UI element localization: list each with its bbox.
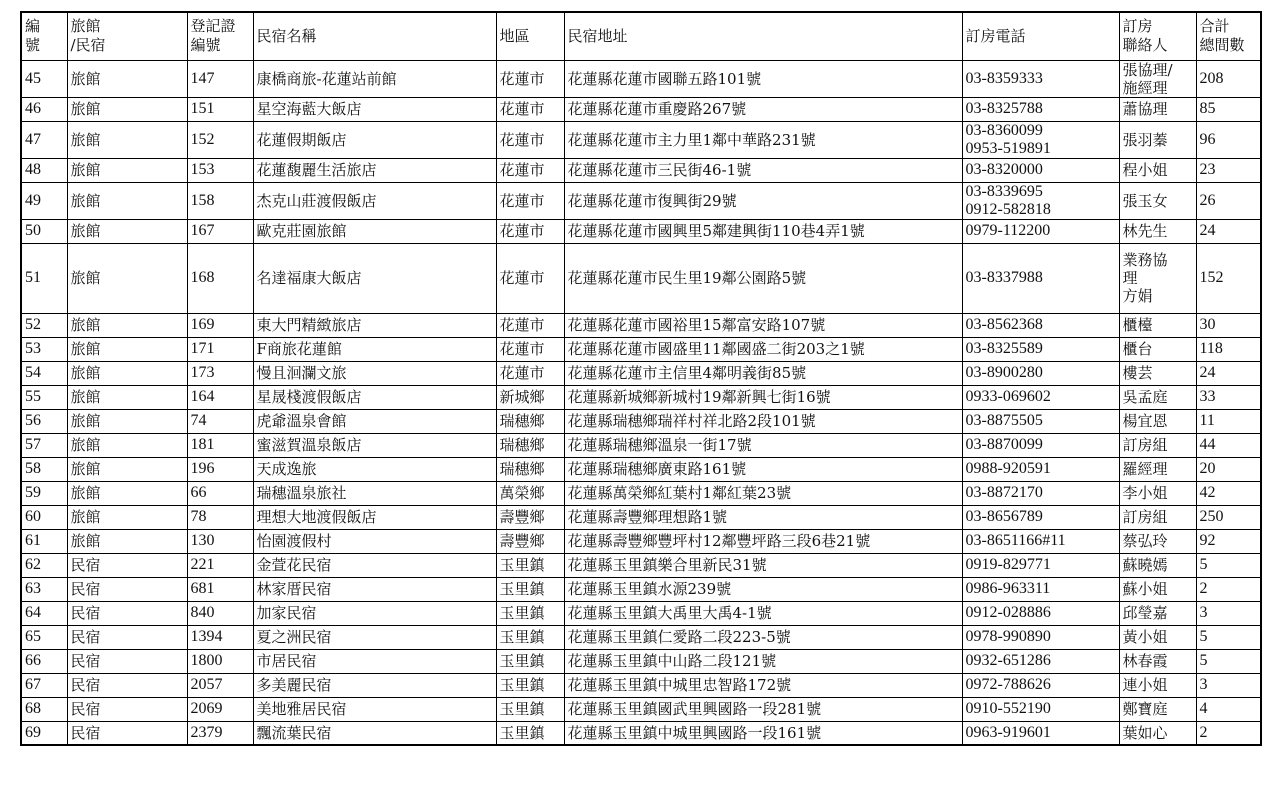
- table-row: [21, 182, 1261, 219]
- cell-type: 旅館: [67, 313, 187, 337]
- cell-contact: 張協理/ 施經理: [1119, 60, 1196, 97]
- header-row: [21, 12, 1261, 60]
- cell-type: 旅館: [67, 481, 187, 505]
- cell-type: 旅館: [67, 337, 187, 361]
- cell-license: 66: [187, 481, 253, 505]
- cell-no: 56: [21, 409, 67, 433]
- cell-phone: 0919-829771: [962, 553, 1119, 577]
- cell-license: 78: [187, 505, 253, 529]
- cell-address: 花蓮縣花蓮市國聯五路101號: [564, 60, 962, 97]
- cell-license: 169: [187, 313, 253, 337]
- cell-license: 74: [187, 409, 253, 433]
- cell-contact: 樓芸: [1119, 361, 1196, 385]
- cell-license: 147: [187, 60, 253, 97]
- cell-type: 旅館: [67, 182, 187, 219]
- cell-area: 花蓮市: [496, 337, 564, 361]
- cell-phone: 0988-920591: [962, 457, 1119, 481]
- cell-area: 花蓮市: [496, 361, 564, 385]
- cell-address: 花蓮縣玉里鎮中城里興國路一段161號: [564, 721, 962, 745]
- cell-area: 花蓮市: [496, 158, 564, 182]
- cell-name: F商旅花蓮館: [253, 337, 496, 361]
- cell-license: 2057: [187, 673, 253, 697]
- cell-type: 民宿: [67, 673, 187, 697]
- cell-rooms: 208: [1196, 60, 1261, 97]
- cell-address: 花蓮縣玉里鎮中山路二段121號: [564, 649, 962, 673]
- cell-type: 民宿: [67, 601, 187, 625]
- table-row: [21, 601, 1261, 625]
- cell-address: 花蓮縣花蓮市重慶路267號: [564, 97, 962, 121]
- cell-license: 2379: [187, 721, 253, 745]
- cell-name: 名達福康大飯店: [253, 243, 496, 313]
- cell-contact: 訂房組: [1119, 505, 1196, 529]
- cell-rooms: 5: [1196, 649, 1261, 673]
- cell-no: 64: [21, 601, 67, 625]
- cell-type: 民宿: [67, 649, 187, 673]
- cell-area: 壽豐鄉: [496, 529, 564, 553]
- cell-license: 151: [187, 97, 253, 121]
- cell-license: 130: [187, 529, 253, 553]
- cell-phone: 03-8562368: [962, 313, 1119, 337]
- cell-area: 玉里鎮: [496, 625, 564, 649]
- cell-area: 花蓮市: [496, 182, 564, 219]
- cell-type: 民宿: [67, 697, 187, 721]
- cell-name: 杰克山莊渡假飯店: [253, 182, 496, 219]
- cell-area: 玉里鎮: [496, 673, 564, 697]
- cell-type: 民宿: [67, 625, 187, 649]
- cell-rooms: 11: [1196, 409, 1261, 433]
- cell-area: 瑞穗鄉: [496, 409, 564, 433]
- cell-phone: 03-8320000: [962, 158, 1119, 182]
- cell-no: 58: [21, 457, 67, 481]
- cell-phone: 0910-552190: [962, 697, 1119, 721]
- cell-rooms: 118: [1196, 337, 1261, 361]
- cell-rooms: 5: [1196, 625, 1261, 649]
- cell-rooms: 23: [1196, 158, 1261, 182]
- cell-contact: 蘇曉嫣: [1119, 553, 1196, 577]
- cell-phone: 03-8337988: [962, 243, 1119, 313]
- table-row: [21, 649, 1261, 673]
- cell-type: 旅館: [67, 219, 187, 243]
- cell-address: 花蓮縣花蓮市復興街29號: [564, 182, 962, 219]
- cell-no: 62: [21, 553, 67, 577]
- cell-name: 夏之洲民宿: [253, 625, 496, 649]
- cell-address: 花蓮縣玉里鎮仁愛路二段223-5號: [564, 625, 962, 649]
- cell-area: 玉里鎮: [496, 577, 564, 601]
- cell-phone: 0933-069602: [962, 385, 1119, 409]
- cell-address: 花蓮縣玉里鎮水源239號: [564, 577, 962, 601]
- cell-name: 多美麗民宿: [253, 673, 496, 697]
- cell-no: 68: [21, 697, 67, 721]
- cell-contact: 林先生: [1119, 219, 1196, 243]
- cell-type: 民宿: [67, 721, 187, 745]
- cell-rooms: 24: [1196, 219, 1261, 243]
- cell-license: 840: [187, 601, 253, 625]
- cell-area: 瑞穗鄉: [496, 457, 564, 481]
- cell-area: 玉里鎮: [496, 697, 564, 721]
- cell-name: 花蓮假期飯店: [253, 121, 496, 158]
- cell-type: 民宿: [67, 553, 187, 577]
- cell-contact: 吳孟庭: [1119, 385, 1196, 409]
- table-row: [21, 529, 1261, 553]
- table-row: [21, 361, 1261, 385]
- cell-name: 虎爺溫泉會館: [253, 409, 496, 433]
- header-rooms: 合計 總間數: [1196, 12, 1261, 60]
- cell-phone: 03-8872170: [962, 481, 1119, 505]
- cell-no: 61: [21, 529, 67, 553]
- header-area: 地區: [496, 12, 564, 60]
- cell-phone: 03-8325589: [962, 337, 1119, 361]
- cell-no: 55: [21, 385, 67, 409]
- cell-address: 花蓮縣花蓮市民生里19鄰公園路5號: [564, 243, 962, 313]
- table-row: [21, 577, 1261, 601]
- cell-phone: 0963-919601: [962, 721, 1119, 745]
- cell-license: 164: [187, 385, 253, 409]
- cell-address: 花蓮縣花蓮市主力里1鄰中華路231號: [564, 121, 962, 158]
- cell-name: 加家民宿: [253, 601, 496, 625]
- cell-phone: 03-8875505: [962, 409, 1119, 433]
- header-name: 民宿名稱: [253, 12, 496, 60]
- cell-type: 旅館: [67, 97, 187, 121]
- cell-license: 1800: [187, 649, 253, 673]
- cell-rooms: 96: [1196, 121, 1261, 158]
- table-row: [21, 697, 1261, 721]
- header-type: 旅館 /民宿: [67, 12, 187, 60]
- cell-phone: 03-8359333: [962, 60, 1119, 97]
- cell-contact: 黃小姐: [1119, 625, 1196, 649]
- cell-license: 221: [187, 553, 253, 577]
- cell-phone: 0978-990890: [962, 625, 1119, 649]
- cell-type: 旅館: [67, 505, 187, 529]
- cell-no: 59: [21, 481, 67, 505]
- cell-phone: 03-8900280: [962, 361, 1119, 385]
- cell-phone: 03-8651166#11: [962, 529, 1119, 553]
- cell-contact: 蘇小姐: [1119, 577, 1196, 601]
- cell-name: 美地雅居民宿: [253, 697, 496, 721]
- cell-address: 花蓮縣瑞穗鄉瑞祥村祥北路2段101號: [564, 409, 962, 433]
- cell-type: 旅館: [67, 121, 187, 158]
- cell-address: 花蓮縣瑞穗鄉溫泉一街17號: [564, 433, 962, 457]
- cell-name: 星空海藍大飯店: [253, 97, 496, 121]
- cell-contact: 業務協 理 方娟: [1119, 243, 1196, 313]
- cell-name: 星晟棧渡假飯店: [253, 385, 496, 409]
- cell-address: 花蓮縣壽豐鄉理想路1號: [564, 505, 962, 529]
- cell-contact: 羅經理: [1119, 457, 1196, 481]
- cell-type: 旅館: [67, 60, 187, 97]
- cell-contact: 訂房組: [1119, 433, 1196, 457]
- header-license: 登記證 編號: [187, 12, 253, 60]
- cell-contact: 邱瑩嘉: [1119, 601, 1196, 625]
- cell-no: 52: [21, 313, 67, 337]
- cell-type: 民宿: [67, 577, 187, 601]
- cell-license: 2069: [187, 697, 253, 721]
- table-row: [21, 433, 1261, 457]
- cell-contact: 張玉女: [1119, 182, 1196, 219]
- cell-contact: 楊宜恩: [1119, 409, 1196, 433]
- cell-no: 57: [21, 433, 67, 457]
- cell-area: 萬榮鄉: [496, 481, 564, 505]
- cell-type: 旅館: [67, 457, 187, 481]
- table-row: [21, 625, 1261, 649]
- cell-rooms: 42: [1196, 481, 1261, 505]
- cell-type: 旅館: [67, 433, 187, 457]
- cell-type: 旅館: [67, 361, 187, 385]
- cell-phone: 03-8339695 0912-582818: [962, 182, 1119, 219]
- cell-area: 花蓮市: [496, 313, 564, 337]
- cell-area: 壽豐鄉: [496, 505, 564, 529]
- table-row: [21, 121, 1261, 158]
- cell-rooms: 44: [1196, 433, 1261, 457]
- cell-rooms: 26: [1196, 182, 1261, 219]
- cell-name: 金萱花民宿: [253, 553, 496, 577]
- cell-area: 新城鄉: [496, 385, 564, 409]
- cell-contact: 程小姐: [1119, 158, 1196, 182]
- cell-area: 玉里鎮: [496, 649, 564, 673]
- cell-type: 旅館: [67, 409, 187, 433]
- cell-rooms: 24: [1196, 361, 1261, 385]
- cell-no: 49: [21, 182, 67, 219]
- cell-address: 花蓮縣新城鄉新城村19鄰新興七街16號: [564, 385, 962, 409]
- cell-phone: 03-8870099: [962, 433, 1119, 457]
- cell-no: 47: [21, 121, 67, 158]
- cell-rooms: 4: [1196, 697, 1261, 721]
- cell-rooms: 30: [1196, 313, 1261, 337]
- cell-address: 花蓮縣花蓮市國盛里11鄰國盛二街203之1號: [564, 337, 962, 361]
- cell-area: 花蓮市: [496, 219, 564, 243]
- cell-type: 旅館: [67, 385, 187, 409]
- cell-name: 怡園渡假村: [253, 529, 496, 553]
- cell-no: 63: [21, 577, 67, 601]
- cell-no: 54: [21, 361, 67, 385]
- table-row: [21, 97, 1261, 121]
- cell-address: 花蓮縣壽豐鄉豐坪村12鄰豐坪路三段6巷21號: [564, 529, 962, 553]
- cell-rooms: 3: [1196, 673, 1261, 697]
- table-row: [21, 409, 1261, 433]
- cell-no: 67: [21, 673, 67, 697]
- cell-address: 花蓮縣玉里鎮中城里忠智路172號: [564, 673, 962, 697]
- table-row: [21, 60, 1261, 97]
- cell-rooms: 20: [1196, 457, 1261, 481]
- cell-license: 1394: [187, 625, 253, 649]
- cell-no: 50: [21, 219, 67, 243]
- cell-phone: 03-8325788: [962, 97, 1119, 121]
- table-row: [21, 673, 1261, 697]
- cell-license: 681: [187, 577, 253, 601]
- cell-address: 花蓮縣瑞穗鄉廣東路161號: [564, 457, 962, 481]
- cell-name: 市居民宿: [253, 649, 496, 673]
- table-row: [21, 313, 1261, 337]
- cell-area: 花蓮市: [496, 121, 564, 158]
- cell-no: 48: [21, 158, 67, 182]
- cell-contact: 蕭協理: [1119, 97, 1196, 121]
- cell-no: 45: [21, 60, 67, 97]
- table-row: [21, 505, 1261, 529]
- cell-name: 慢且洄瀾文旅: [253, 361, 496, 385]
- cell-address: 花蓮縣萬榮鄉紅葉村1鄰紅葉23號: [564, 481, 962, 505]
- table-row: [21, 721, 1261, 745]
- cell-contact: 葉如心: [1119, 721, 1196, 745]
- cell-phone: 03-8656789: [962, 505, 1119, 529]
- cell-rooms: 5: [1196, 553, 1261, 577]
- cell-area: 花蓮市: [496, 60, 564, 97]
- cell-address: 花蓮縣玉里鎮大禹里大禹4-1號: [564, 601, 962, 625]
- cell-name: 東大門精緻旅店: [253, 313, 496, 337]
- cell-license: 152: [187, 121, 253, 158]
- cell-address: 花蓮縣花蓮市國興里5鄰建興街110巷4弄1號: [564, 219, 962, 243]
- cell-no: 66: [21, 649, 67, 673]
- cell-license: 153: [187, 158, 253, 182]
- table-row: [21, 219, 1261, 243]
- table-row: [21, 243, 1261, 313]
- cell-address: 花蓮縣花蓮市國裕里15鄰富安路107號: [564, 313, 962, 337]
- cell-phone: 0912-028886: [962, 601, 1119, 625]
- cell-license: 168: [187, 243, 253, 313]
- table-row: [21, 481, 1261, 505]
- cell-rooms: 92: [1196, 529, 1261, 553]
- cell-no: 51: [21, 243, 67, 313]
- cell-phone: 0979-112200: [962, 219, 1119, 243]
- lodging-table: [20, 11, 1262, 746]
- cell-contact: 李小姐: [1119, 481, 1196, 505]
- cell-area: 玉里鎮: [496, 601, 564, 625]
- cell-name: 理想大地渡假飯店: [253, 505, 496, 529]
- cell-type: 旅館: [67, 529, 187, 553]
- cell-address: 花蓮縣花蓮市三民街46-1號: [564, 158, 962, 182]
- cell-area: 玉里鎮: [496, 721, 564, 745]
- cell-address: 花蓮縣玉里鎮國武里興國路一段281號: [564, 697, 962, 721]
- cell-address: 花蓮縣花蓮市主信里4鄰明義街85號: [564, 361, 962, 385]
- cell-name: 蜜滋賀溫泉飯店: [253, 433, 496, 457]
- cell-license: 158: [187, 182, 253, 219]
- cell-contact: 鄭寶庭: [1119, 697, 1196, 721]
- cell-no: 60: [21, 505, 67, 529]
- cell-contact: 林春霞: [1119, 649, 1196, 673]
- cell-no: 53: [21, 337, 67, 361]
- header-no: 編 號: [21, 12, 67, 60]
- cell-type: 旅館: [67, 243, 187, 313]
- cell-contact: 蔡弘玲: [1119, 529, 1196, 553]
- cell-license: 167: [187, 219, 253, 243]
- cell-contact: 張羽蓁: [1119, 121, 1196, 158]
- header-phone: 訂房電話: [962, 12, 1119, 60]
- cell-rooms: 85: [1196, 97, 1261, 121]
- table-row: [21, 158, 1261, 182]
- table-row: [21, 337, 1261, 361]
- table-row: [21, 457, 1261, 481]
- cell-name: 飄流葉民宿: [253, 721, 496, 745]
- cell-license: 173: [187, 361, 253, 385]
- cell-rooms: 2: [1196, 721, 1261, 745]
- cell-name: 林家厝民宿: [253, 577, 496, 601]
- cell-license: 181: [187, 433, 253, 457]
- cell-contact: 連小姐: [1119, 673, 1196, 697]
- cell-area: 花蓮市: [496, 243, 564, 313]
- cell-name: 瑞穗溫泉旅社: [253, 481, 496, 505]
- cell-rooms: 3: [1196, 601, 1261, 625]
- cell-area: 花蓮市: [496, 97, 564, 121]
- cell-name: 康橋商旅-花蓮站前館: [253, 60, 496, 97]
- cell-name: 歐克莊園旅館: [253, 219, 496, 243]
- table-row: [21, 385, 1261, 409]
- cell-no: 46: [21, 97, 67, 121]
- cell-rooms: 250: [1196, 505, 1261, 529]
- cell-type: 旅館: [67, 158, 187, 182]
- cell-name: 花蓮馥麗生活旅店: [253, 158, 496, 182]
- cell-no: 65: [21, 625, 67, 649]
- cell-phone: 0986-963311: [962, 577, 1119, 601]
- cell-contact: 櫃台: [1119, 337, 1196, 361]
- cell-area: 玉里鎮: [496, 553, 564, 577]
- cell-contact: 櫃檯: [1119, 313, 1196, 337]
- cell-phone: 03-8360099 0953-519891: [962, 121, 1119, 158]
- cell-rooms: 33: [1196, 385, 1261, 409]
- cell-rooms: 152: [1196, 243, 1261, 313]
- cell-address: 花蓮縣玉里鎮樂合里新民31號: [564, 553, 962, 577]
- cell-phone: 0972-788626: [962, 673, 1119, 697]
- header-address: 民宿地址: [564, 12, 962, 60]
- cell-rooms: 2: [1196, 577, 1261, 601]
- cell-area: 瑞穗鄉: [496, 433, 564, 457]
- cell-name: 天成逸旅: [253, 457, 496, 481]
- cell-license: 171: [187, 337, 253, 361]
- header-contact: 訂房 聯絡人: [1119, 12, 1196, 60]
- table-row: [21, 553, 1261, 577]
- cell-phone: 0932-651286: [962, 649, 1119, 673]
- cell-license: 196: [187, 457, 253, 481]
- cell-no: 69: [21, 721, 67, 745]
